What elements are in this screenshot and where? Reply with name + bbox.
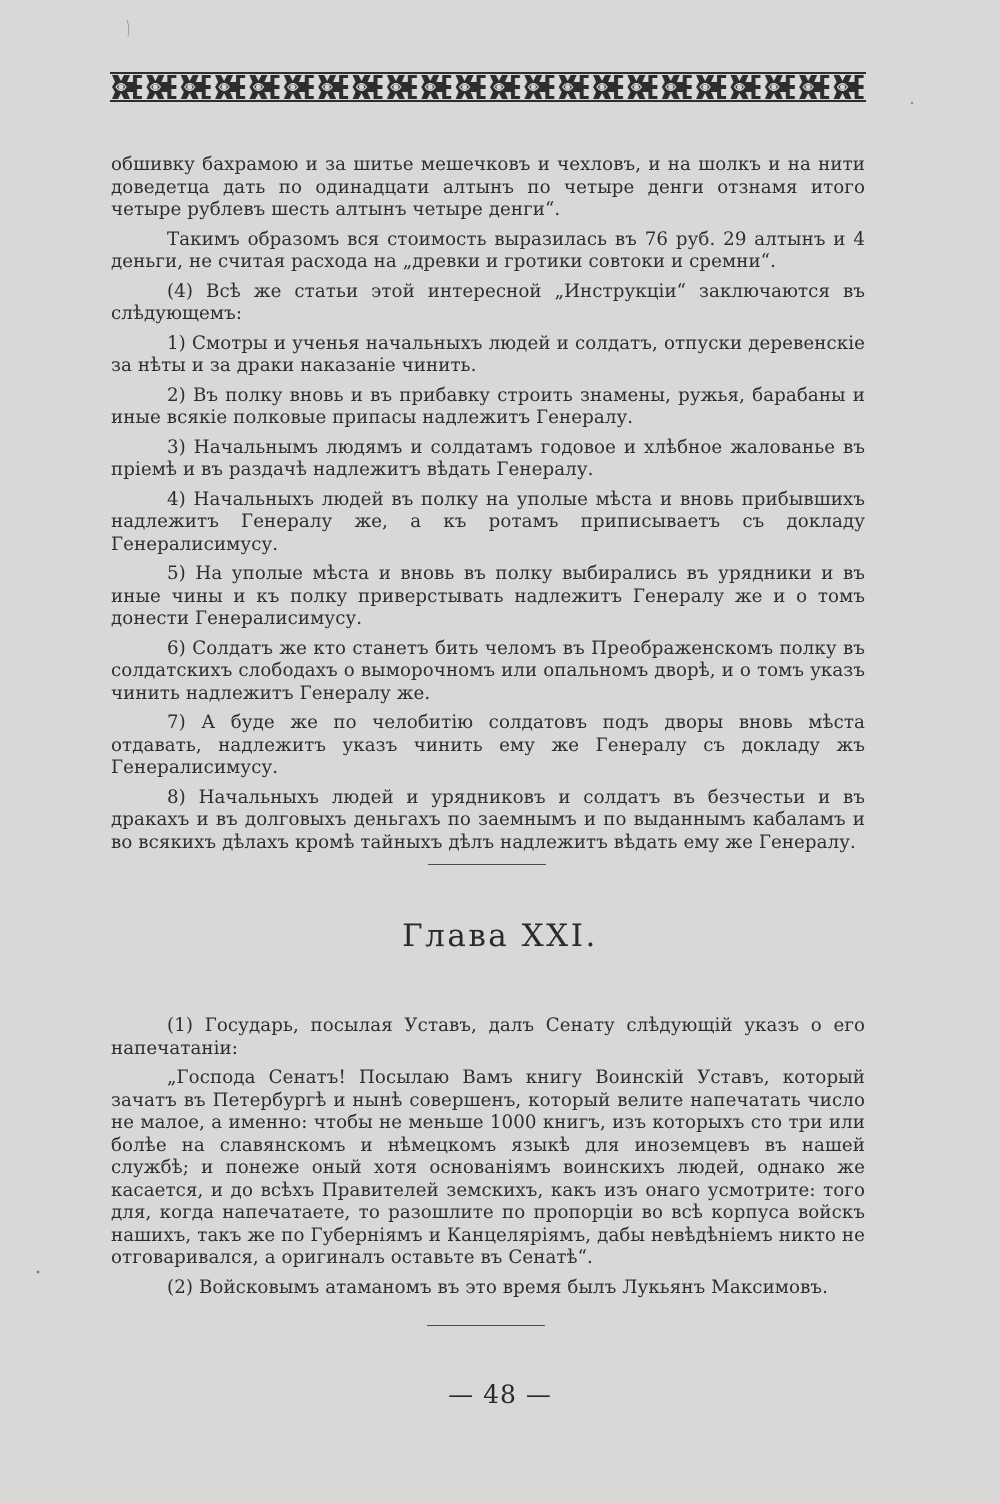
body-text-bottom: [111, 1015, 865, 1306]
paragraph: 8) Начальныхъ людей и урядниковъ и солдатъ въ безчестьи и въ дракахъ и въ долговыхъ деньгахъ по заемнымъ и по выданнымъ кабаламъ и во всякихъ дѣлахъ кромѣ тайныхъ дѣлъ надлежитъ вѣдать ему же Генералу.: [111, 786, 865, 853]
chapter-title: Глава XXI.: [402, 918, 598, 954]
page-number: — 48 —: [448, 1380, 552, 1409]
paragraph: обшивку бахрамою и за шитье мешечковъ и чехловъ, и на шолкъ и на нити доведетца дать по одинадцати алтынъ по четыре денги отзнамя итого четыре рублевъ шесть алтынъ четыре денги“.: [111, 154, 865, 220]
paragraph: 5) На уполые мѣста и вновь въ полку выбирались въ урядники и въ иные чины и къ полку приверстывать надлежитъ Генералу же и о томъ донести Генералисимусу.: [111, 563, 865, 629]
paragraph: 1) Смотры и ученья начальныхъ людей и солдатъ, отпуски деревенскіе за нѣты и за драки наказаніе чинить.: [111, 332, 865, 376]
ornamental-border-band: [110, 72, 866, 102]
section-divider: [428, 864, 546, 865]
paragraph: (2) Войсковымъ атаманомъ въ это время былъ Лукьянъ Максимовъ.: [167, 1276, 828, 1298]
paragraph: 6) Солдатъ же кто станетъ бить челомъ въ Преображенскомъ полку въ солдатскихъ слободахъ о выморочномъ или опальномъ дворѣ, и о томъ указъ чинить надлежитъ Генералу же.: [111, 637, 865, 704]
paragraph: 3) Начальнымъ людямъ и солдатамъ годовое и хлѣбное жалованье въ пріемѣ и въ раздачѣ надлежитъ вѣдать Генералу.: [111, 436, 865, 480]
paragraph: „Господа Сенатъ! Посылаю Вамъ книгу Воинскій Уставъ, который зачатъ въ Петербургѣ и нынѣ совершенъ, который велите напечатать число не малое, а именно: чтобы не меньше 1000 книгъ, изъ которыхъ сто три или болѣе на славянскомъ и нѣмецкомъ языкѣ для иноземцевъ въ нашей службѣ; и понеже оный хотя основаніямъ воинскихъ людей, однако же касается, и до всѣхъ Правителей земскихъ, какъ изъ онаго усмотрите: того для, когда напечатаете, то разошлите по пропорціи во всѣ корпуса войскъ нашихъ, такъ же по Губерніямъ и Канцеляріямъ, дабы невѣдѣніемъ никто не отговаривался, а оригиналъ оставьте въ Сенатѣ“.: [111, 1067, 865, 1268]
paragraph: 7) А буде же по челобитію солдатовъ подъ дворы вновь мѣста отдавать, надлежитъ указъ чинить ему же Генералу съ докладу жъ Генералисимусу.: [111, 712, 865, 778]
body-text-top: [111, 154, 865, 861]
paragraph: (4) Всѣ же статьи этой интересной „Инструкціи“ заключаются въ слѣдующемъ:: [111, 280, 865, 324]
section-divider: [427, 1325, 545, 1326]
paragraph: 2) Въ полку вновь и въ прибавку строить знамены, ружья, барабаны и иные всякіе полковые припасы надлежитъ Генералу.: [111, 384, 865, 428]
paragraph: Такимъ образомъ вся стоимость выразилась въ 76 руб. 29 алтынъ и 4 деньги, не считая расхода на „древки и гротики совтоки и сремни“.: [111, 228, 865, 272]
paragraph: (1) Государь, посылая Уставъ, далъ Сенату слѣдующій указъ о его напечатаніи:: [111, 1015, 865, 1059]
paragraph: 4) Начальныхъ людей въ полку на уполые мѣста и вновь прибывшихъ надлежитъ Генералу же, а къ ротамъ приписываетъ съ докладу Генералисимусу.: [111, 488, 865, 555]
